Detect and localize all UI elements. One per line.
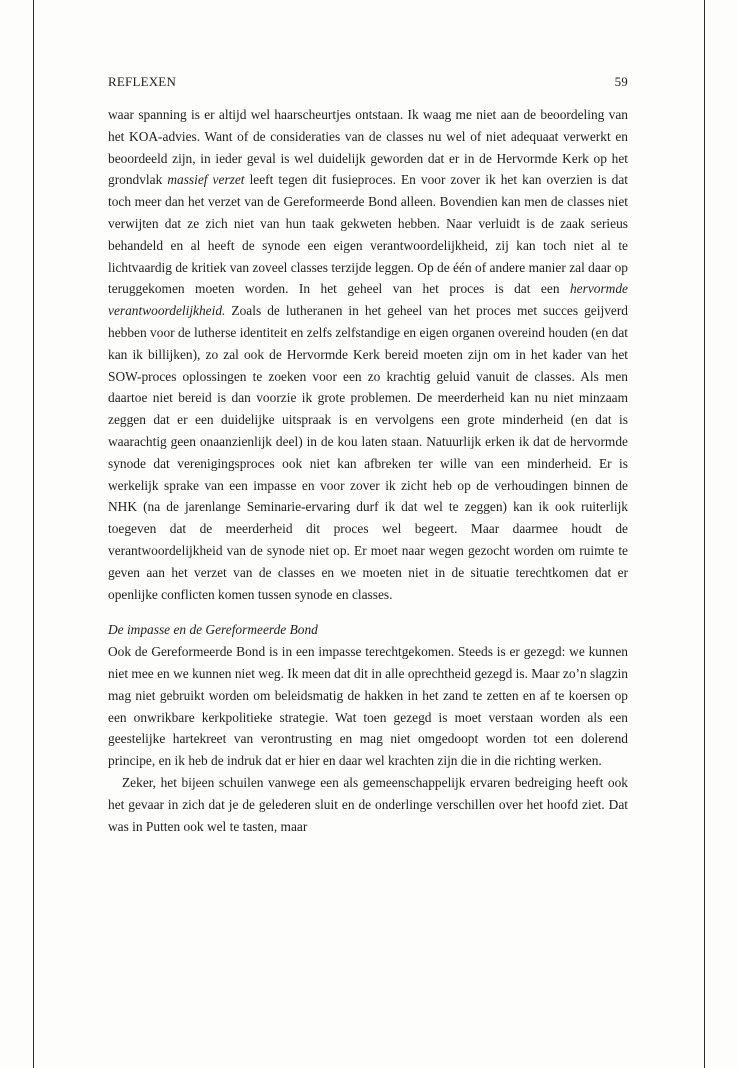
paragraph-1-text-b: leeft tegen dit fusieproces. En voor zover ik het kan overzien is dat toch meer dan het verzet van de Gereformeerde Bond alleen. Bovendien kan men de classes niet verwijten dat ze zich niet van hun taak gekweten hebben. Naar verluidt is de zaak serieus behandeld en al heeft de synode een eigen verantwoordelijkheid, zij kan toch niet al te lichtvaardig de kritiek van zoveel classes terzijde leggen. Op de één of andere manier zal daar op teruggekomen moeten worden. In het geheel van het proces is dat een bbox=[108, 172, 628, 297]
emphasis-massief-verzet: massief verzet bbox=[167, 172, 245, 188]
emphasis-hervormde-verantwoordelijkheid: hervormde verantwoordelijkheid. bbox=[108, 281, 628, 319]
paragraph-2: Ook de Gereformeerde Bond is in een impasse terechtgekomen. Steeds is er gezegd: we kunnen niet mee en we kunnen niet weg. Ik meen dat dit in alle oprechtheid gezegd is. Maar zo’n slagzin mag niet gebruikt worden om beleidsmatig de hakken in het zand te zetten en af te koersen op een onwrikbare kerkpolitieke strategie. Wat toen gezegd is moet verstaan worden als een geestelijke hartekreet van verontrusting en mag niet omgedoopt worden tot een dolerend principe, en ik heb de indruk dat er hier en daar wel krachten zijn die in die richting werken. bbox=[108, 644, 628, 769]
page-right-edge bbox=[704, 0, 705, 1068]
section-heading: De impasse en de Gereformeerde Bond bbox=[108, 622, 318, 638]
paragraph-1-text-c: Zoals de lutheranen in het geheel van het proces met succes geijverd hebben voor de lutherse identiteit en zelfs zelfstandige en eigen organen overeind houden (en dat kan ik billijken), zo zal ook de Hervormde Kerk bereid moeten zijn om in het kader van het SOW-proces oplossingen te zoeken voor een zo krachtig geluid vanuit de classes. Als men daartoe niet bereid is dan voorzie ik grote problemen. De meerderheid kan nu niet minzaam zeggen dat er een duidelijke uitspraak is en vervolgens een grote minderheid (en dat is waarachtig geen onaanzienlijk deel) in de kou laten staan. Natuurlijk erken ik dat de hervormde synode dat verenigingsproces ook niet kan afbreken ter wille van een minderheid. Er is werkelijk sprake van een impasse en voor zover ik zicht heb op de verhoudingen binnen de NHK (na de jarenlange Seminarie-ervaring durf ik dat wel te zeggen) kan ik ook ruiterlijk toegeven dat de meerderheid dit proces wel begeert. Maar daarmee houdt de verantwoordelijkheid van de synode niet op. Er moet naar wegen gezocht worden om ruimte te geven aan het verzet van de classes en we moeten niet in de situatie terechtkomen dat er openlijke conflicten komen tussen synode en classes. bbox=[108, 303, 628, 602]
paragraph-1 bbox=[108, 104, 628, 605]
page-body bbox=[108, 104, 628, 837]
paragraph-3: Zeker, het bijeen schuilen vanwege een als gemeenschappelijk ervaren bedreiging heeft ook het gevaar in zich dat je de gelederen sluit en de onderlinge verschillen over het hoofd ziet. Dat was in Putten ook wel te tasten, maar bbox=[108, 774, 628, 834]
page-number: 59 bbox=[614, 74, 628, 89]
paragraph-1-text-a: waar spanning is er altijd wel haarscheurtjes ontstaan. Ik waag me niet aan de beoordeling van het KOA-advies. Want of de consideraties van de classes nu wel of niet adequaat verwerkt en beoordeeld zijn, in ieder geval is wel duidelijk geworden dat er in de Hervormde Kerk op het grondvlak bbox=[108, 107, 628, 188]
running-title: REFLEXEN bbox=[108, 74, 177, 89]
running-header bbox=[108, 74, 628, 90]
page-left-edge bbox=[33, 0, 34, 1068]
